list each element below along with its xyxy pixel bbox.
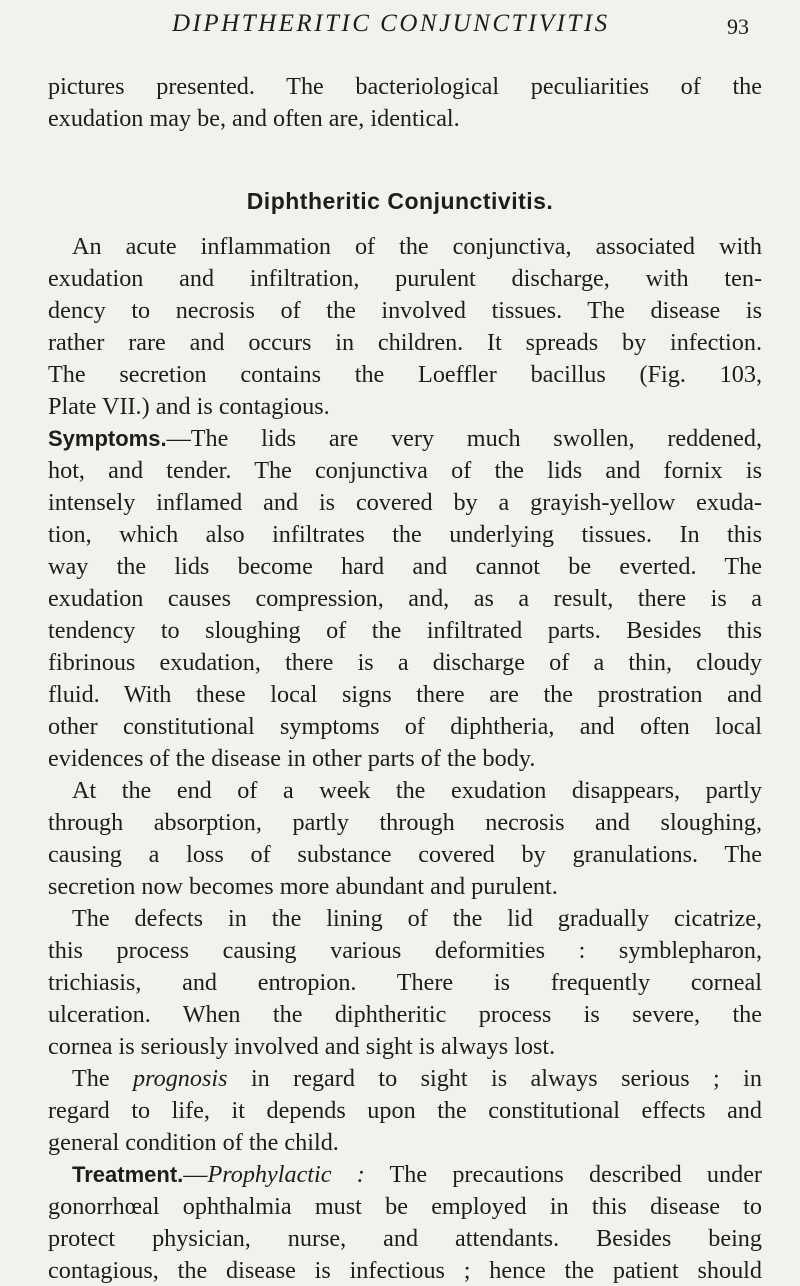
- text-line: other constitutional symptoms of diphtheria, and often local: [48, 713, 762, 740]
- text-run: in regard to sight is always serious ; in: [250, 1065, 762, 1092]
- italic-term-prognosis: prognosis: [133, 1065, 228, 1092]
- text-line: exudation causes compression, and, as a result, there is a: [48, 585, 762, 612]
- text-line: causing a loss of substance covered by granulations. The: [48, 841, 762, 868]
- text-line: trichiasis, and entropion. There is frequently corneal: [48, 969, 762, 996]
- running-title: DIPHTHERITIC CONJUNCTIVITIS: [172, 10, 610, 37]
- text-run: The precautions described under: [364, 1161, 762, 1188]
- text-line: An acute inflammation of the conjunctiva, associated with: [72, 233, 762, 260]
- run-in-heading-treatment: Treatment.: [72, 1162, 184, 1187]
- text-line: intensely inflamed and is covered by a grayish-yellow exuda-: [48, 489, 762, 516]
- text-line: The secretion contains the Loeffler bacillus (Fig. 103,: [48, 361, 762, 388]
- text-line: protect physician, nurse, and attendants. Besides being: [48, 1225, 762, 1252]
- text-line: exudation and infiltration, purulent discharge, with ten-: [48, 265, 762, 292]
- text-line: gonorrhœal ophthalmia must be employed in this disease to: [48, 1193, 762, 1220]
- text-line: Plate VII.) and is contagious.: [48, 393, 330, 420]
- text-line: The defects in the lining of the lid gradually cicatrize,: [72, 905, 762, 932]
- text-line: ulceration. When the diphtheritic process is severe, the: [48, 1001, 762, 1028]
- text-line: tion, which also infiltrates the underlying tissues. In this: [48, 521, 762, 548]
- text-line: At the end of a week the exudation disappears, partly: [72, 777, 762, 804]
- text-line: contagious, the disease is infectious ; hence the patient should: [48, 1257, 762, 1284]
- text-line: dency to necrosis of the involved tissues. The disease is: [48, 297, 762, 324]
- text-line: fibrinous exudation, there is a discharge of a thin, cloudy: [48, 649, 762, 676]
- text-line: tendency to sloughing of the infiltrated parts. Besides this: [48, 617, 762, 644]
- running-head: [0, 8, 800, 42]
- treatment-paragraph-start: [72, 1160, 762, 1190]
- text-line: cornea is seriously involved and sight is always lost.: [48, 1033, 556, 1060]
- text-line: hot, and tender. The conjunctiva of the lids and fornix is: [48, 457, 762, 484]
- text-line: pictures presented. The bacteriological peculiarities of the: [48, 73, 762, 100]
- section-heading: Diphtheritic Conjunctivitis.: [246, 188, 554, 214]
- text-line: exudation may be, and often are, identical.: [48, 105, 460, 132]
- page-number: 93: [727, 14, 749, 39]
- text-line: evidences of the disease in other parts of the body.: [48, 745, 536, 772]
- text-line: rather rare and occurs in children. It spreads by infection.: [48, 329, 762, 356]
- run-in-heading-symptoms: Symptoms.: [48, 426, 167, 451]
- text-run: The: [72, 1065, 110, 1092]
- text-line: this process causing various deformities : symblepharon,: [48, 937, 762, 964]
- text-run: —: [183, 1161, 208, 1188]
- text-line: fluid. With these local signs there are the prostration and: [48, 681, 762, 708]
- prognosis-paragraph-start: [72, 1064, 762, 1094]
- italic-term-prophylactic: Prophylactic :: [207, 1161, 365, 1188]
- text-line: secretion now becomes more abundant and purulent.: [48, 873, 558, 900]
- text-run: —The lids are very much swollen, reddened,: [166, 425, 762, 452]
- text-line: general condition of the child.: [48, 1129, 339, 1156]
- symptoms-paragraph-start: [48, 424, 762, 454]
- text-line: regard to life, it depends upon the constitutional effects and: [48, 1097, 762, 1124]
- text-line: through absorption, partly through necrosis and sloughing,: [48, 809, 762, 836]
- text-line: way the lids become hard and cannot be everted. The: [48, 553, 762, 580]
